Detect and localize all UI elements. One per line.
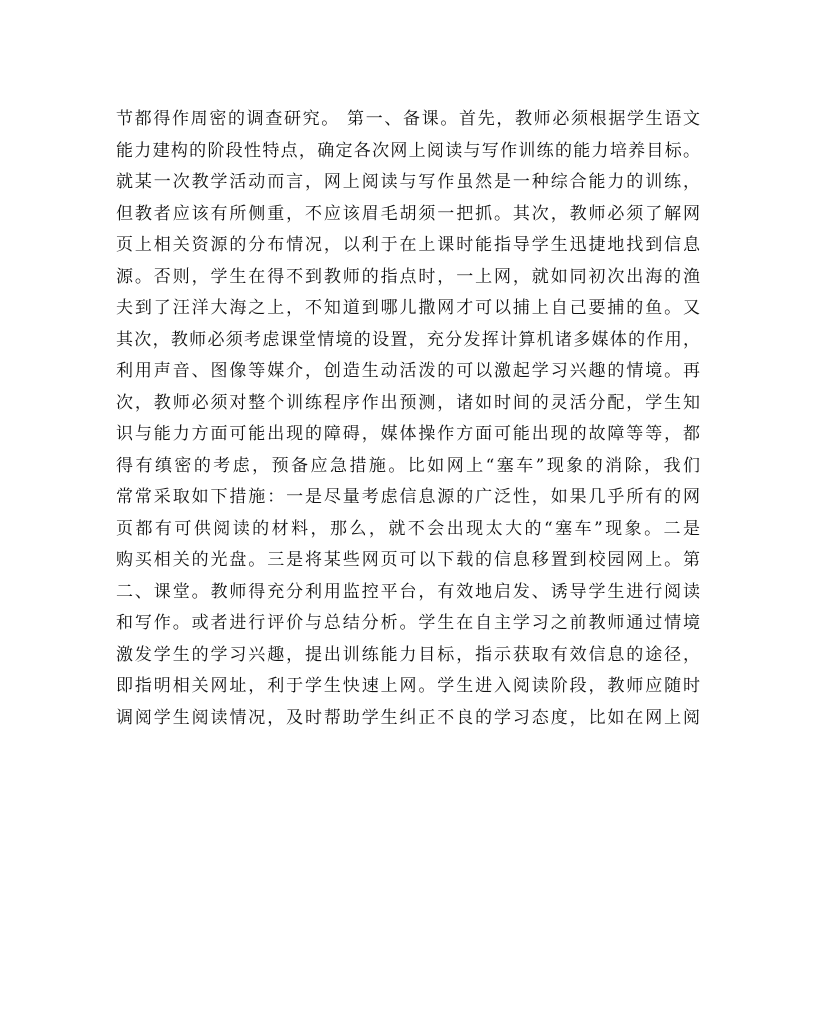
text-line: 利用声音、图像等媒介，创造生动活泼的可以激起学习兴趣的情境。再 [116, 361, 700, 381]
text-line: 其次，教师必须考虑课堂情境的设置，充分发挥计算机诸多媒体的作用， [116, 329, 700, 350]
text-line: 页都有可供阅读的材料，那么，就不会出现太大的“塞车”现象。二是 [116, 518, 700, 539]
text-line: 二、课堂。教师得充分利用监控平台，有效地启发、诱导学生进行阅读 [116, 581, 700, 602]
text-line: 常常采取如下措施：一是尽量考虑信息源的广泛性，如果几乎所有的网 [116, 487, 700, 507]
text-line: 能力建构的阶段性特点，确定各次网上阅读与写作训练的能力培养目标。 [116, 140, 700, 161]
text-line: 源。否则，学生在得不到教师的指点时，一上网，就如同初次出海的渔 [116, 266, 700, 287]
text-line: 节都得作周密的调查研究。 第一、备课。首先，教师必须根据学生语文 [116, 109, 700, 129]
body-text [116, 104, 700, 734]
text-line: 得有缜密的考虑，预备应急措施。比如网上“塞车”现象的消除，我们 [116, 455, 700, 476]
text-line: 识与能力方面可能出现的障碍，媒体操作方面可能出现的故障等等，都 [116, 424, 700, 444]
text-line: 但教者应该有所侧重，不应该眉毛胡须一把抓。其次，教师必须了解网 [116, 203, 700, 224]
text-line: 购买相关的光盘。三是将某些网页可以下载的信息移置到校园网上。第 [116, 550, 700, 570]
text-line: 次，教师必须对整个训练程序作出预测，诸如时间的灵活分配，学生知 [116, 392, 700, 413]
text-line: 就某一次教学活动而言，网上阅读与写作虽然是一种综合能力的训练， [116, 172, 700, 192]
text-line: 激发学生的学习兴趣，提出训练能力目标，指示获取有效信息的途径， [116, 644, 700, 665]
text-line: 和写作。或者进行评价与总结分析。学生在自主学习之前教师通过情境 [116, 613, 700, 633]
text-line: 页上相关资源的分布情况，以利于在上课时能指导学生迅捷地找到信息 [116, 235, 700, 255]
text-line: 调阅学生阅读情况，及时帮助学生纠正不良的学习态度，比如在网上阅 [116, 707, 700, 728]
text-line: 即指明相关网址，利于学生快速上网。学生进入阅读阶段，教师应随时 [116, 676, 700, 696]
text-line: 夫到了汪洋大海之上，不知道到哪儿撒网才可以捕上自己要捕的鱼。又 [116, 298, 700, 318]
